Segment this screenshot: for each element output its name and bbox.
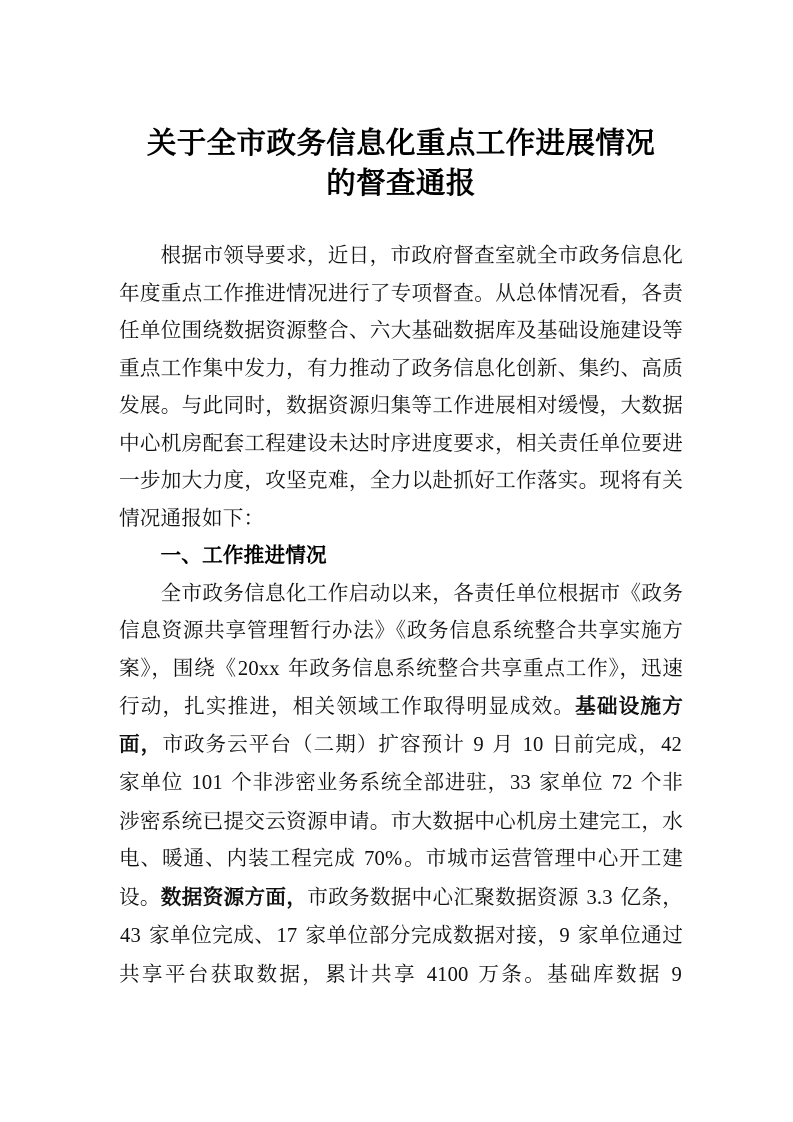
- text-run: 年政务信息系统整合共享重点工作》，迅速行动，扎实推进，相关领域工作取得明显成效。: [119, 655, 683, 718]
- text-run: 家单位部分完成数据对接，: [298, 923, 559, 947]
- section-heading-1: 一、工作推进情况: [160, 544, 327, 567]
- numeric-run: 72: [611, 772, 633, 794]
- numeric-run: 9: [559, 925, 570, 947]
- numeric-run: 17: [276, 925, 298, 947]
- text-run: 月: [484, 731, 522, 756]
- text-run: 全市政务信息化工作启动以来，各责任单位根据市《政务信息资源共享管理暂行办法》《政务信息系统整合共享实施方案》，围绕《: [119, 580, 683, 680]
- text-run: 家单位: [119, 770, 191, 794]
- paragraph-section-1-body: [119, 575, 683, 995]
- text-run: 个非涉密业务系统全部进驻，: [223, 770, 509, 794]
- document-content: [119, 0, 683, 994]
- page-title-line-1: 关于全市政务信息化重点工作进展情况: [146, 128, 656, 160]
- numeric-run: 43: [120, 925, 141, 947]
- emphasis-run: 基础设施方面，: [119, 694, 683, 756]
- numeric-run: 20xx: [237, 657, 280, 680]
- text-run: 。市城市运营管理中心开工建设。: [119, 846, 683, 909]
- page-title: [119, 0, 683, 204]
- text-run: 市政务云平台（二期）扩容预计: [162, 731, 473, 756]
- text-run: 日前完成，: [544, 731, 661, 756]
- text-run: 个非涉密系统已提交云资源申请。市大数据中心机房土建完工，水电、暖通、内装工程完成: [119, 770, 684, 870]
- numeric-run: 3.3: [586, 886, 613, 909]
- text-run: 家单位: [531, 770, 611, 794]
- numeric-run: 42: [661, 733, 683, 756]
- text-run: 市政务数据中心汇聚数据资源: [307, 884, 586, 909]
- text-run: 万条。基础库数据: [469, 961, 671, 986]
- numeric-run: 10: [522, 733, 544, 756]
- numeric-run: 9: [671, 963, 682, 986]
- paragraph-intro: 根据市领导要求，近日，市政府督查室就全市政务信息化年度重点工作推进情况进行了专项督查。从总体情况看，各责任单位围绕数据资源整合、六大基础数据库及基础设施建设等重点工作集中发力，有力推动了政务信息化创新、集约、高质发展。与此同时，数据资源归集等工作进展相对缓慢，大数据中心机房配套工程建设未达时序进度要求，相关责任单位要进一步加大力度，攻坚克难，全力以赴抓好工作落实。现将有关情况通报如下：: [119, 243, 683, 530]
- numeric-run: 101: [191, 772, 223, 794]
- numeric-run: 4100: [426, 963, 469, 986]
- numeric-run: 33: [509, 772, 531, 794]
- page-title-line-2: 的督查通报: [326, 168, 476, 200]
- numeric-run: 9: [473, 733, 484, 756]
- text-run: 家单位通过共享平台获取数据，累计共享: [119, 923, 683, 986]
- numeric-run: 70%: [364, 848, 403, 870]
- text-run: 家单位完成、: [141, 923, 276, 947]
- text-run: 亿条，: [613, 884, 683, 909]
- document-body: [119, 237, 683, 994]
- emphasis-run: 数据资源方面，: [160, 884, 308, 909]
